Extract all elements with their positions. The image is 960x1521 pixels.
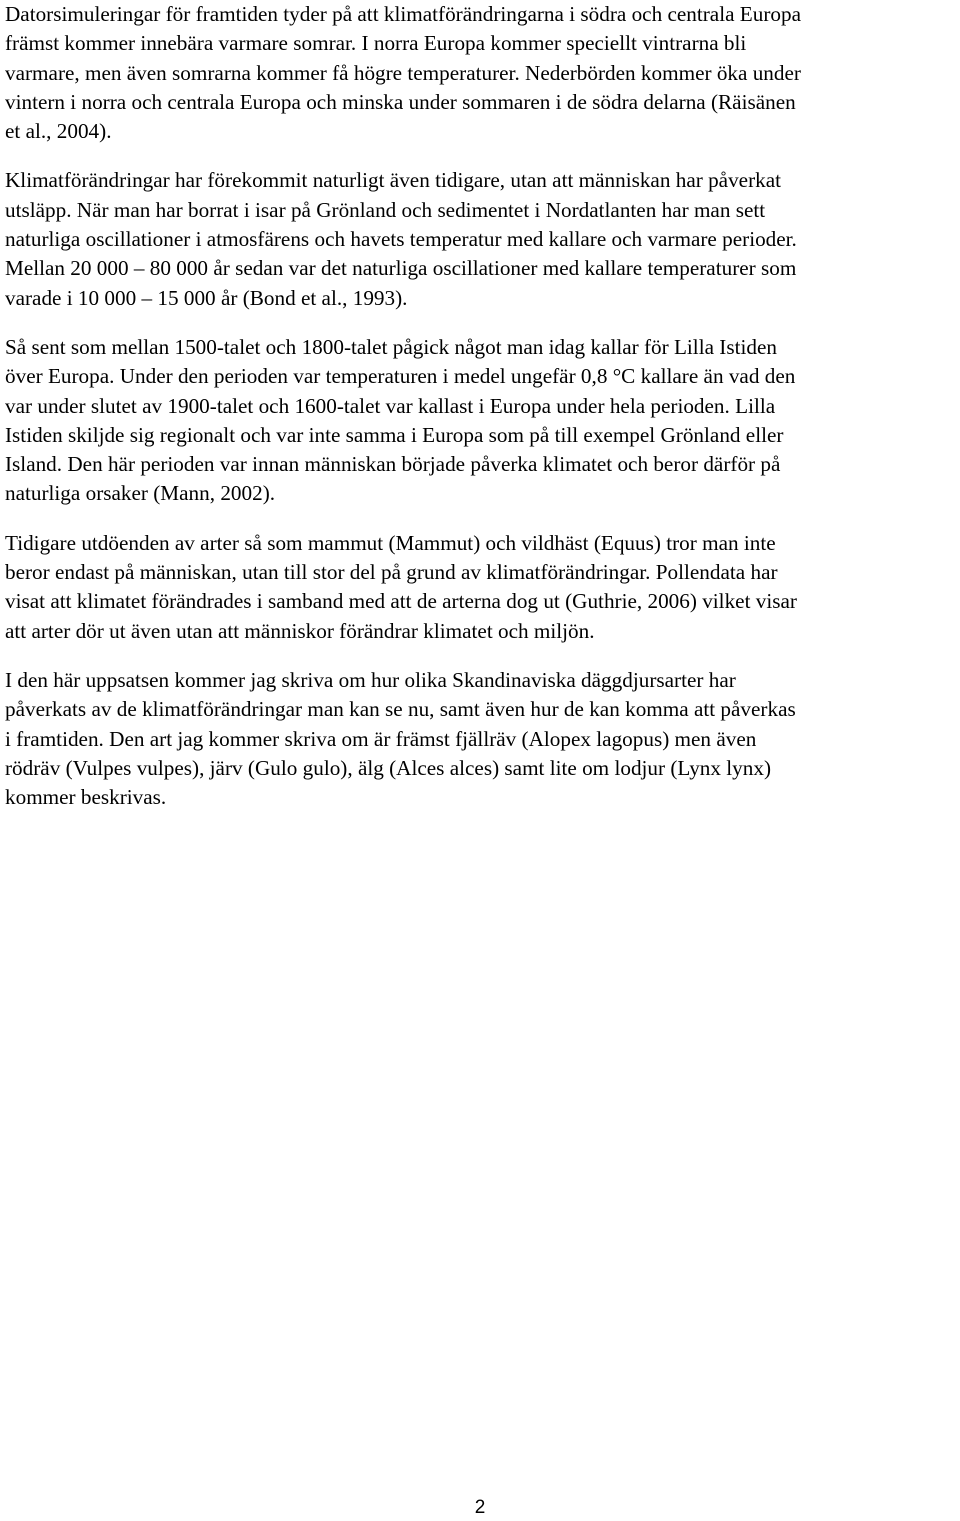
- text-line: kommer beskrivas.: [5, 785, 167, 810]
- text-line: påverkats av de klimatförändringar man kan se nu, samt även hur de kan komma att påverkas: [5, 697, 796, 722]
- text-line: Så sent som mellan 1500-talet och 1800-talet pågick något man idag kallar för Lilla Istiden: [5, 334, 777, 359]
- text-line: naturliga orsaker (Mann, 2002).: [5, 481, 276, 506]
- text-line: vintern i norra och centrala Europa och minska under sommaren i de södra delarna (Räisänen: [5, 89, 796, 114]
- text-line: över Europa. Under den perioden var temperaturen i medel ungefär 0,8 °C kallare än vad den: [5, 364, 796, 389]
- text-line: var under slutet av 1900-talet och 1600-talet var kallast i Europa under hela perioden. Lilla: [5, 393, 776, 418]
- text-line: Datorsimuleringar för framtiden tyder på att klimatförändringarna i södra och centrala Europa: [5, 2, 801, 26]
- text-line: varade i 10 000 – 15 000 år (Bond et al., 1993).: [5, 285, 408, 310]
- text-line: främst kommer innebära varmare somrar. I norra Europa kommer speciellt vintrarna bli: [5, 31, 747, 56]
- text-line: naturliga oscillationer i atmosfärens och havets temperatur med kallare och varmare perioder.: [5, 227, 797, 252]
- text-line: I den här uppsatsen kommer jag skriva om hur olika Skandinaviska däggdjursarter har: [5, 667, 736, 692]
- text-line: et al., 2004).: [5, 119, 112, 144]
- text-line: Istiden skiljde sig regionalt och var inte samma i Europa som på till exempel Grönland eller: [5, 422, 784, 447]
- text-line: Klimatförändringar har förekommit naturligt även tidigare, utan att människan har påverkat: [5, 168, 782, 193]
- text-line: Tidigare utdöenden av arter så som mammut (Mammut) och vildhäst (Equus) tror man inte: [5, 530, 776, 555]
- paragraph-little-ice-age: [5, 333, 957, 509]
- paragraph-climate-simulations: [5, 0, 957, 146]
- paragraph-thesis-scope: [5, 666, 957, 812]
- text-line: att arter dör ut även utan att människor förändrar klimatet och miljön.: [5, 618, 595, 643]
- text-line: Island. Den här perioden var innan människan började påverka klimatet och beror därför på: [5, 452, 781, 477]
- text-line: i framtiden. Den art jag kommer skriva om är främst fjällräv (Alopex lagopus) men även: [5, 726, 757, 751]
- text-line: visat att klimatet förändrades i samband med att de arterna dog ut (Guthrie, 2006) vilket visar: [5, 589, 797, 614]
- text-line: varmare, men även somrarna kommer få högre temperaturer. Nederbörden kommer öka under: [5, 60, 801, 85]
- paragraph-natural-climate-change: [5, 166, 957, 312]
- text-line: beror endast på människan, utan till stor del på grund av klimatförändringar. Pollendata har: [5, 560, 778, 585]
- text-line: rödräv (Vulpes vulpes), järv (Gulo gulo), älg (Alces alces) samt lite om lodjur (Lynx lynx): [5, 755, 771, 780]
- text-line: utsläpp. När man har borrat i isar på Grönland och sedimentet i Nordatlanten har man sett: [5, 197, 766, 222]
- paragraph-extinctions: [5, 529, 957, 646]
- page-number: 2: [474, 1497, 486, 1518]
- text-line: Mellan 20 000 – 80 000 år sedan var det naturliga oscillationer med kallare temperaturer som: [5, 256, 797, 281]
- document-page: [5, 0, 957, 832]
